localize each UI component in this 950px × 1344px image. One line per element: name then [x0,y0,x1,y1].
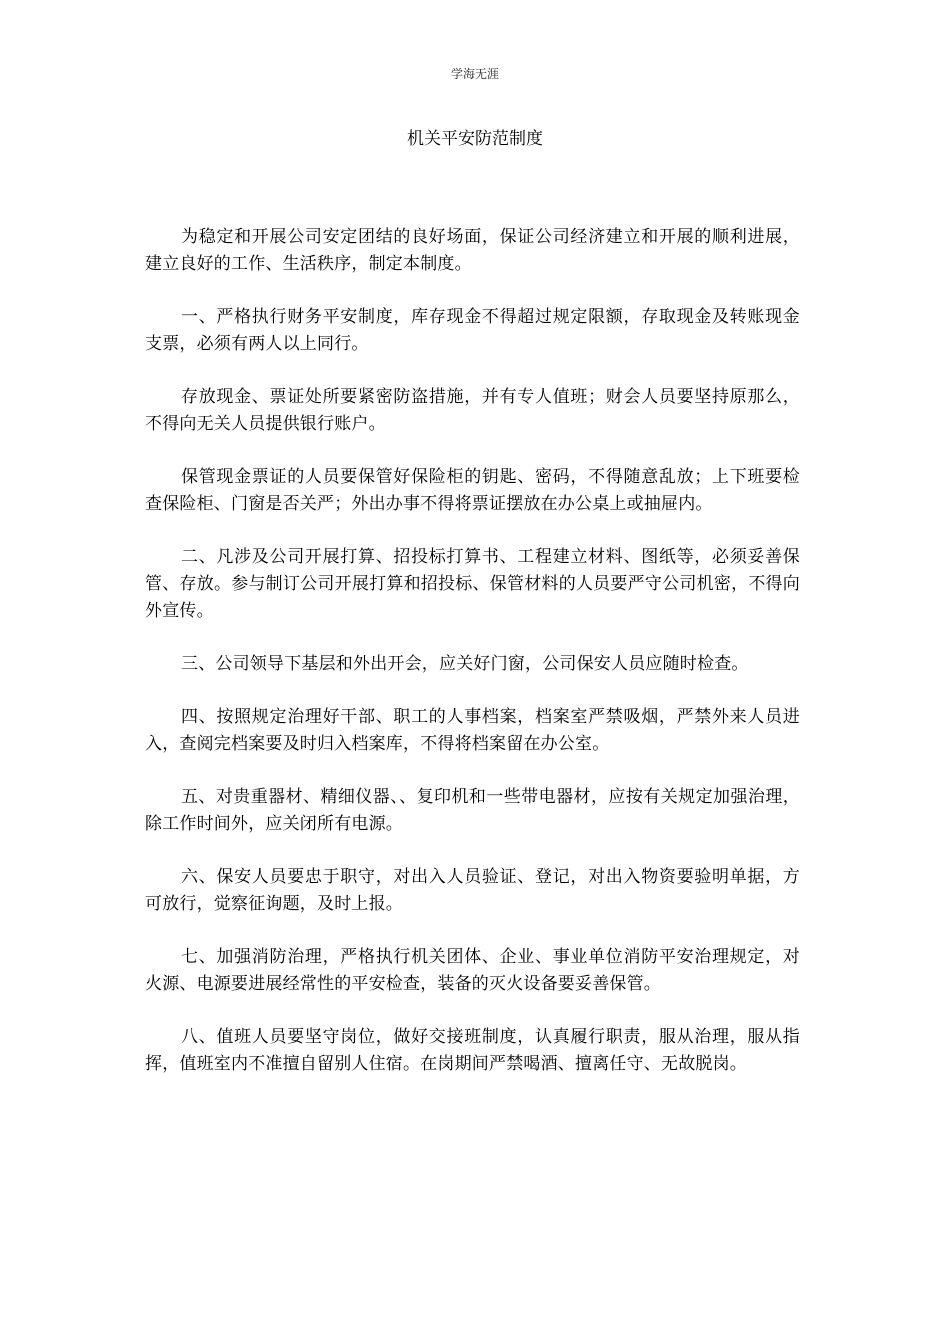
document-title: 机关平安防范制度 [407,129,543,149]
paragraph-1: 一、严格执行财务平安制度，库存现金不得超过规定限额，存取现金及转账现金支票，必须有两人以上同行。 [145,307,800,354]
paragraph-cash-storage: 存放现金、票证处所要紧密防盗措施，并有专人值班；财会人员要坚持原那么，不得向无关人员提供银行账户。 [145,387,800,434]
paragraph-4: 四、按照规定治理好干部、职工的人事档案，档案室严禁吸烟，严禁外来人员进入，查阅完档案要及时归入档案库，不得将档案留在办公室。 [145,707,800,754]
paragraph-2: 二、凡涉及公司开展打算、招投标打算书、工程建立材料、图纸等，必须妥善保管、存放。参与制订公司开展打算和招投标、保管材料的人员要严守公司机密，不得向外宣传。 [145,547,800,621]
paragraph-safe-keys: 保管现金票证的人员要保管好保险柜的钥匙、密码，不得随意乱放；上下班要检查保险柜、门窗是否关严；外出办事不得将票证摆放在办公桌上或抽屉内。 [145,467,800,514]
paragraph-intro: 为稳定和开展公司安定团结的良好场面，保证公司经济建立和开展的顺利进展，建立良好的工作、生活秩序，制定本制度。 [145,227,800,274]
paragraph-6: 六、保安人员要忠于职守，对出入人员验证、登记，对出入物资要验明单据，方可放行，觉察征询题，及时上报。 [145,867,800,914]
paragraph-7: 七、加强消防治理，严格执行机关团体、企业、事业单位消防平安治理规定，对火源、电源要进展经常性的平安检查，装备的灭火设备要妥善保管。 [145,947,800,994]
paragraph-5: 五、对贵重器材、精细仪器、、复印机和一些带电器材，应按有关规定加强治理，除工作时间外，应关闭所有电源。 [145,787,800,834]
paragraph-3: 三、公司领导下基层和外出开会，应关好门窗，公司保安人员应随时检查。 [181,654,749,674]
paragraph-8: 八、值班人员要坚守岗位，做好交接班制度，认真履行职责，服从治理，服从指挥，值班室内不准擅自留别人住宿。在岗期间严禁喝酒、擅离任守、无故脱岗。 [145,1027,800,1074]
page-header: 学海无涯 [450,67,499,81]
document-body [145,224,800,1104]
